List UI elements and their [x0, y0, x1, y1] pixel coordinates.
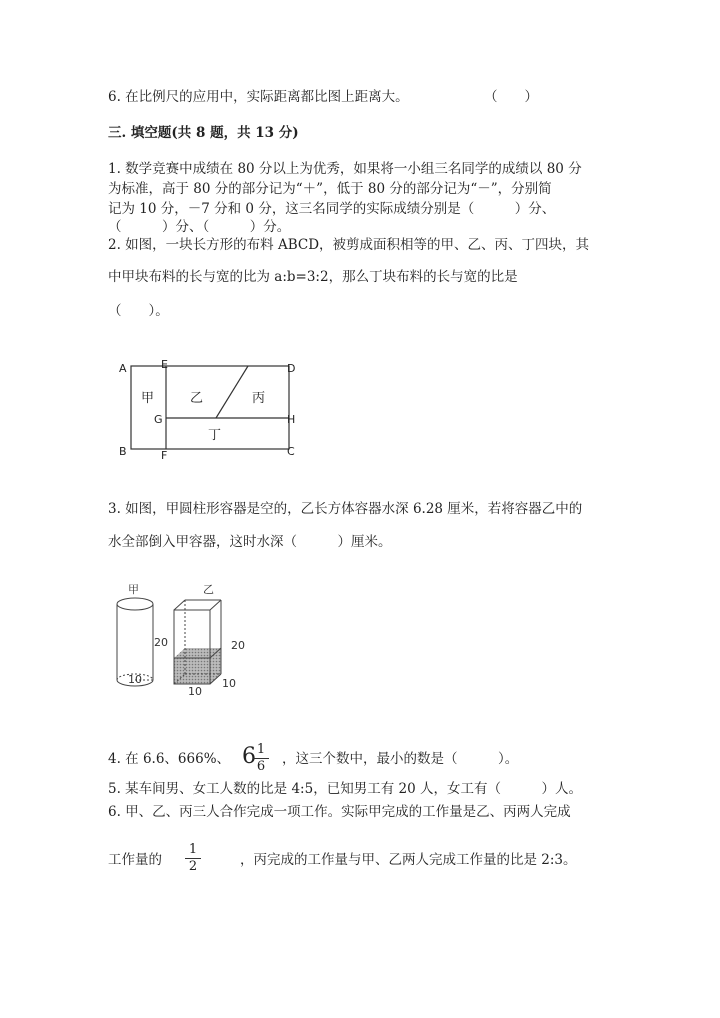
q4-mixed-whole: 6	[242, 744, 256, 769]
q6-fraction	[185, 843, 201, 874]
box-yi	[174, 600, 221, 684]
q1-line1: 1. 数学竞赛中成绩在 80 分以上为优秀，如果将一小组三名同学的成绩以 80 分	[108, 161, 582, 177]
label-G: G	[154, 413, 163, 426]
section-title: 三. 填空题(共 8 题，共 13 分)	[108, 125, 299, 141]
box-height: 20	[231, 639, 245, 652]
q3-line2: 水全部倒入甲容器，这时水深（ ）厘米。	[108, 534, 392, 550]
q6-prefix: 工作量的	[108, 852, 162, 868]
region-bing: 丙	[252, 391, 266, 406]
q2-line2: 中甲块布料的长与宽的比为 a:b=3:2，那么丁块布料的长与宽的比是	[108, 269, 518, 285]
cylinder-diameter: 10	[128, 673, 142, 686]
q1-line4: （ ）分、（ ）分。	[108, 219, 291, 235]
region-ding: 丁	[208, 428, 222, 443]
label-B: B	[119, 445, 127, 458]
q4-suffix: ，这三个数中，最小的数是（ ）。	[282, 751, 519, 767]
label-C: C	[287, 445, 295, 458]
label-F: F	[161, 449, 168, 462]
q1-line3: 记为 10 分，－7 分和 0 分，这三名同学的实际成绩分别是（ ）分、	[108, 201, 556, 217]
cylinder-height: 20	[154, 636, 168, 649]
q2-line1: 2. 如图，一块长方形的布料 ABCD，被剪成面积相等的甲、乙、丙、丁四块，其	[108, 237, 590, 253]
q6-fraction-numerator: 1	[188, 842, 198, 857]
label-H: H	[287, 413, 296, 426]
label-A: A	[119, 362, 127, 375]
cylinder-label: 甲	[128, 583, 139, 596]
q6-line1: 6. 甲、乙、丙三人合作完成一项工作。实际甲完成的工作量是乙、丙两人完成	[108, 804, 571, 820]
box-depth: 10	[222, 677, 236, 690]
q4-fraction-denominator: 6	[256, 759, 266, 774]
q6-suffix: ，丙完成的工作量与甲、乙两人完成工作量的比是 2:3。	[240, 852, 577, 868]
box-width: 10	[188, 685, 202, 698]
q2-rectangle-figure	[110, 355, 310, 465]
region-yi: 乙	[190, 391, 204, 406]
box-label: 乙	[203, 583, 214, 596]
q1-line2: 为标准，高于 80 分的部分记为“＋”，低于 80 分的部分记为“－”，分别简	[108, 181, 552, 197]
label-E: E	[161, 358, 168, 371]
q4-prefix: 4. 在 6.6、666%、	[108, 751, 231, 767]
q6-fraction-denominator: 2	[188, 859, 198, 874]
q5-text: 5. 某车间男、女工人数的比是 4:5，已知男工有 20 人，女工有（ ）人。	[108, 781, 582, 797]
q6-judge-text: 6. 在比例尺的应用中，实际距离都比图上距离大。	[108, 89, 409, 105]
label-D: D	[287, 362, 296, 375]
q2-line3: （ ）。	[108, 303, 169, 319]
q3-containers-figure	[104, 582, 254, 702]
q4-fraction	[253, 743, 269, 774]
q4-fraction-numerator: 1	[256, 742, 266, 757]
q6-judge-answer-blank[interactable]: （ ）	[484, 89, 538, 105]
region-jia: 甲	[141, 391, 155, 406]
q3-line1: 3. 如图，甲圆柱形容器是空的，乙长方体容器水深 6.28 厘米，若将容器乙中的	[108, 501, 583, 517]
